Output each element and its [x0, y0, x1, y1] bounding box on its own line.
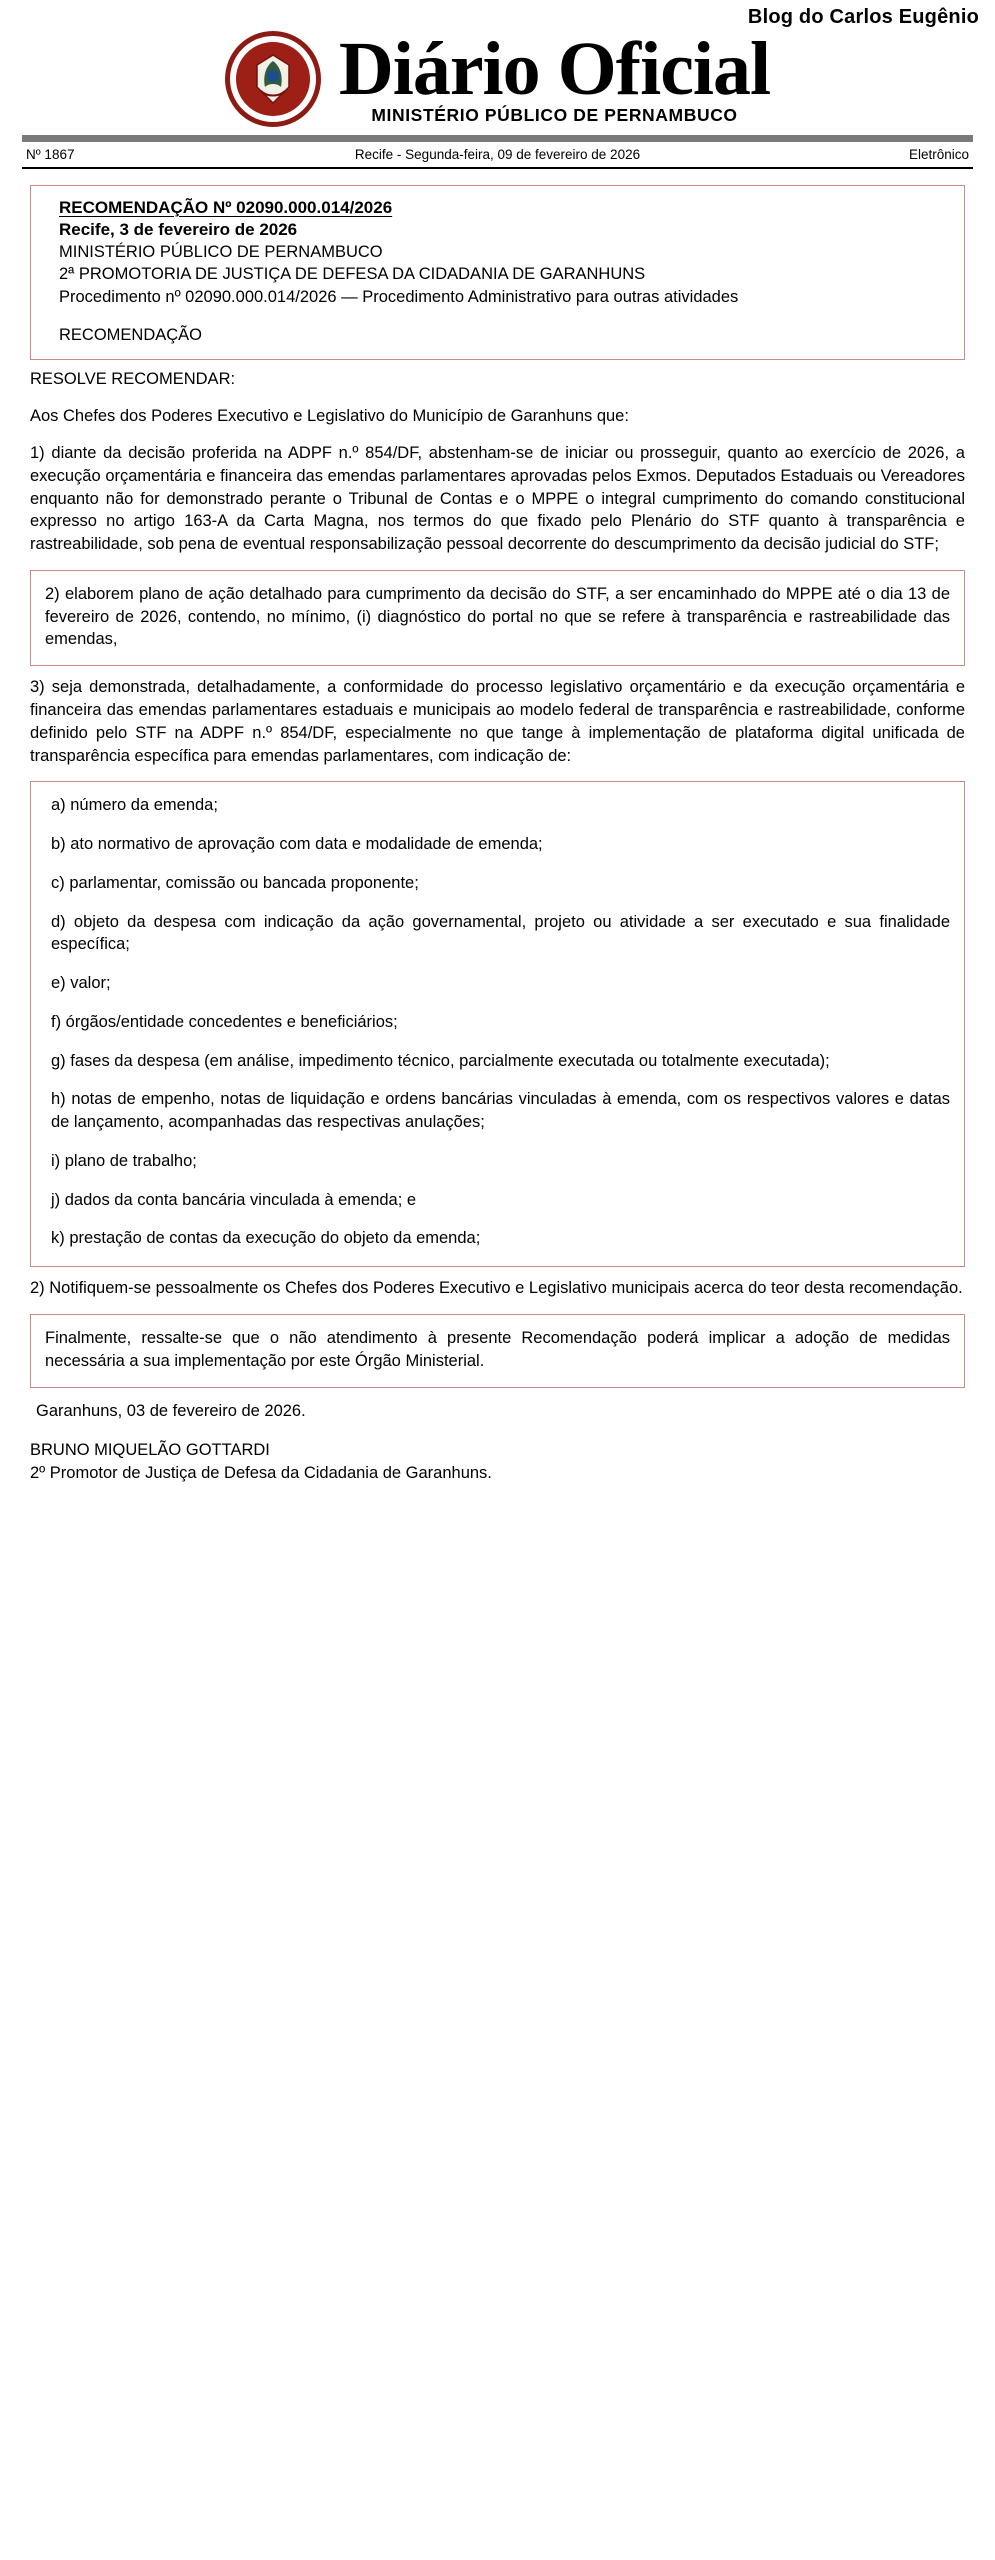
issuing-body: MINISTÉRIO PÚBLICO DE PERNAMBUCO	[59, 243, 383, 261]
recommendation-number: RECOMENDAÇÃO Nº 02090.000.014/2026	[59, 198, 393, 217]
recommendation-label: RECOMENDAÇÃO	[59, 326, 203, 345]
item-2: 2) elaborem plano de ação detalhado para cumprimento da decisão do STF, a ser encaminhado do MPPE até o dia 13 de fevereiro de 2026, contendo, no mínimo, (i) diagnóstico do portal no que se refere à transparência e rastreabilidade das emendas,	[45, 584, 950, 649]
list-item: d) objeto da despesa com indicação da ação governamental, projeto ou atividade a ser executado e sua finalidade específica;	[51, 912, 950, 954]
addressees-line: Aos Chefes dos Poderes Executivo e Legislativo do Município de Garanhuns que:	[30, 407, 629, 426]
list-item: h) notas de empenho, notas de liquidação e ordens bancárias vinculadas à emenda, com os respectivos valores e datas de lançamento, acompanhadas das respectivas anulações;	[51, 1090, 950, 1132]
blog-credit: Blog do Carlos Eugênio	[747, 6, 979, 28]
issue-meta-bar	[22, 142, 973, 169]
item-1: 1) diante da decisão proferida na ADPF n.º 854/DF, abstenham-se de iniciar ou prosseguir, quanto ao exercício de 2026, a execução orçamentária e financeira das emendas parlamentares aprovadas pelos Exmos. Deputados Estaduais ou Vereadores enquanto não for demonstrado perante o Tribunal de Contas e o MPPE o integral cumprimento do comando constitucional expresso no artigo 163-A da Carta Magna, nos termos do que fixado pelo Plenário do STF quanto à transparência e rastreabilidade, sob pena de eventual responsabilização pessoal decorrente do descumprimento da decisão judicial do STF;	[30, 444, 965, 554]
list-item: k) prestação de contas da execução do objeto da emenda;	[51, 1229, 481, 1248]
brasao-pernambuco-icon	[225, 31, 321, 127]
signatory-role: 2º Promotor de Justiça de Defesa da Cidadania de Garanhuns.	[30, 1463, 492, 1482]
list-item: f) órgãos/entidade concedentes e beneficiários;	[51, 1012, 398, 1031]
closing-date: Garanhuns, 03 de fevereiro de 2026.	[36, 1401, 306, 1420]
list-item: a) número da emenda;	[51, 796, 218, 815]
document-content	[0, 169, 995, 1504]
publication-title: Diário Oficial	[338, 27, 771, 112]
procedure-reference: Procedimento nº 02090.000.014/2026 — Procedimento Administrativo para outras atividades	[59, 287, 739, 306]
recommendation-header-box	[30, 185, 965, 360]
list-item: e) valor;	[51, 974, 111, 993]
list-item: i) plano de trabalho;	[51, 1151, 197, 1170]
masthead-rule	[22, 135, 973, 142]
item-notify: 2) Notifiquem-se pessoalmente os Chefes dos Poderes Executivo e Legislativo municipais acerca do teor desta recomendação.	[30, 1279, 963, 1298]
recommendation-city-date: Recife, 3 de fevereiro de 2026	[59, 220, 298, 239]
final-note-box	[30, 1314, 965, 1388]
publication-subtitle: MINISTÉRIO PÚBLICO DE PERNAMBUCO	[371, 105, 738, 126]
sublist-box	[30, 781, 965, 1267]
list-item: j) dados da conta bancária vinculada à emenda; e	[51, 1190, 417, 1209]
resolve-line: RESOLVE RECOMENDAR:	[30, 370, 236, 389]
item-3: 3) seja demonstrada, detalhadamente, a conformidade do processo legislativo orçamentário e da execução orçamentária e financeira das emendas parlamentares estaduais e municipais ao modelo federal de transparência e rastreabilidade, conforme definido pelo STF na ADPF n.º 854/DF, especialmente no que tange à implementação de plataforma digital unificada de transparência específica para emendas parlamentares, com indicação de:	[30, 678, 965, 765]
issue-number: Nº 1867	[26, 147, 75, 162]
item-2-box	[30, 570, 965, 666]
list-item: g) fases da despesa (em análise, impedimento técnico, parcialmente executada ou totalmente executada);	[51, 1051, 830, 1070]
issue-edition-type: Eletrônico	[908, 147, 969, 162]
signatory-name: BRUNO MIQUELÃO GOTTARDI	[30, 1440, 270, 1459]
list-item: b) ato normativo de aprovação com data e modalidade de emenda;	[51, 835, 543, 854]
final-note: Finalmente, ressalte-se que o não atendimento à presente Recomendação poderá implicar a adoção de medidas necessária a sua implementação por este Órgão Ministerial.	[45, 1328, 950, 1370]
signature-block	[30, 1439, 965, 1485]
issue-place-date: Recife - Segunda-feira, 09 de fevereiro de 2026	[354, 147, 641, 162]
issuing-unit: 2ª PROMOTORIA DE JUSTIÇA DE DEFESA DA CIDADANIA DE GARANHUNS	[59, 265, 646, 284]
list-item: c) parlamentar, comissão ou bancada proponente;	[51, 873, 419, 892]
masthead	[0, 27, 995, 129]
masthead-title-block	[338, 27, 771, 126]
